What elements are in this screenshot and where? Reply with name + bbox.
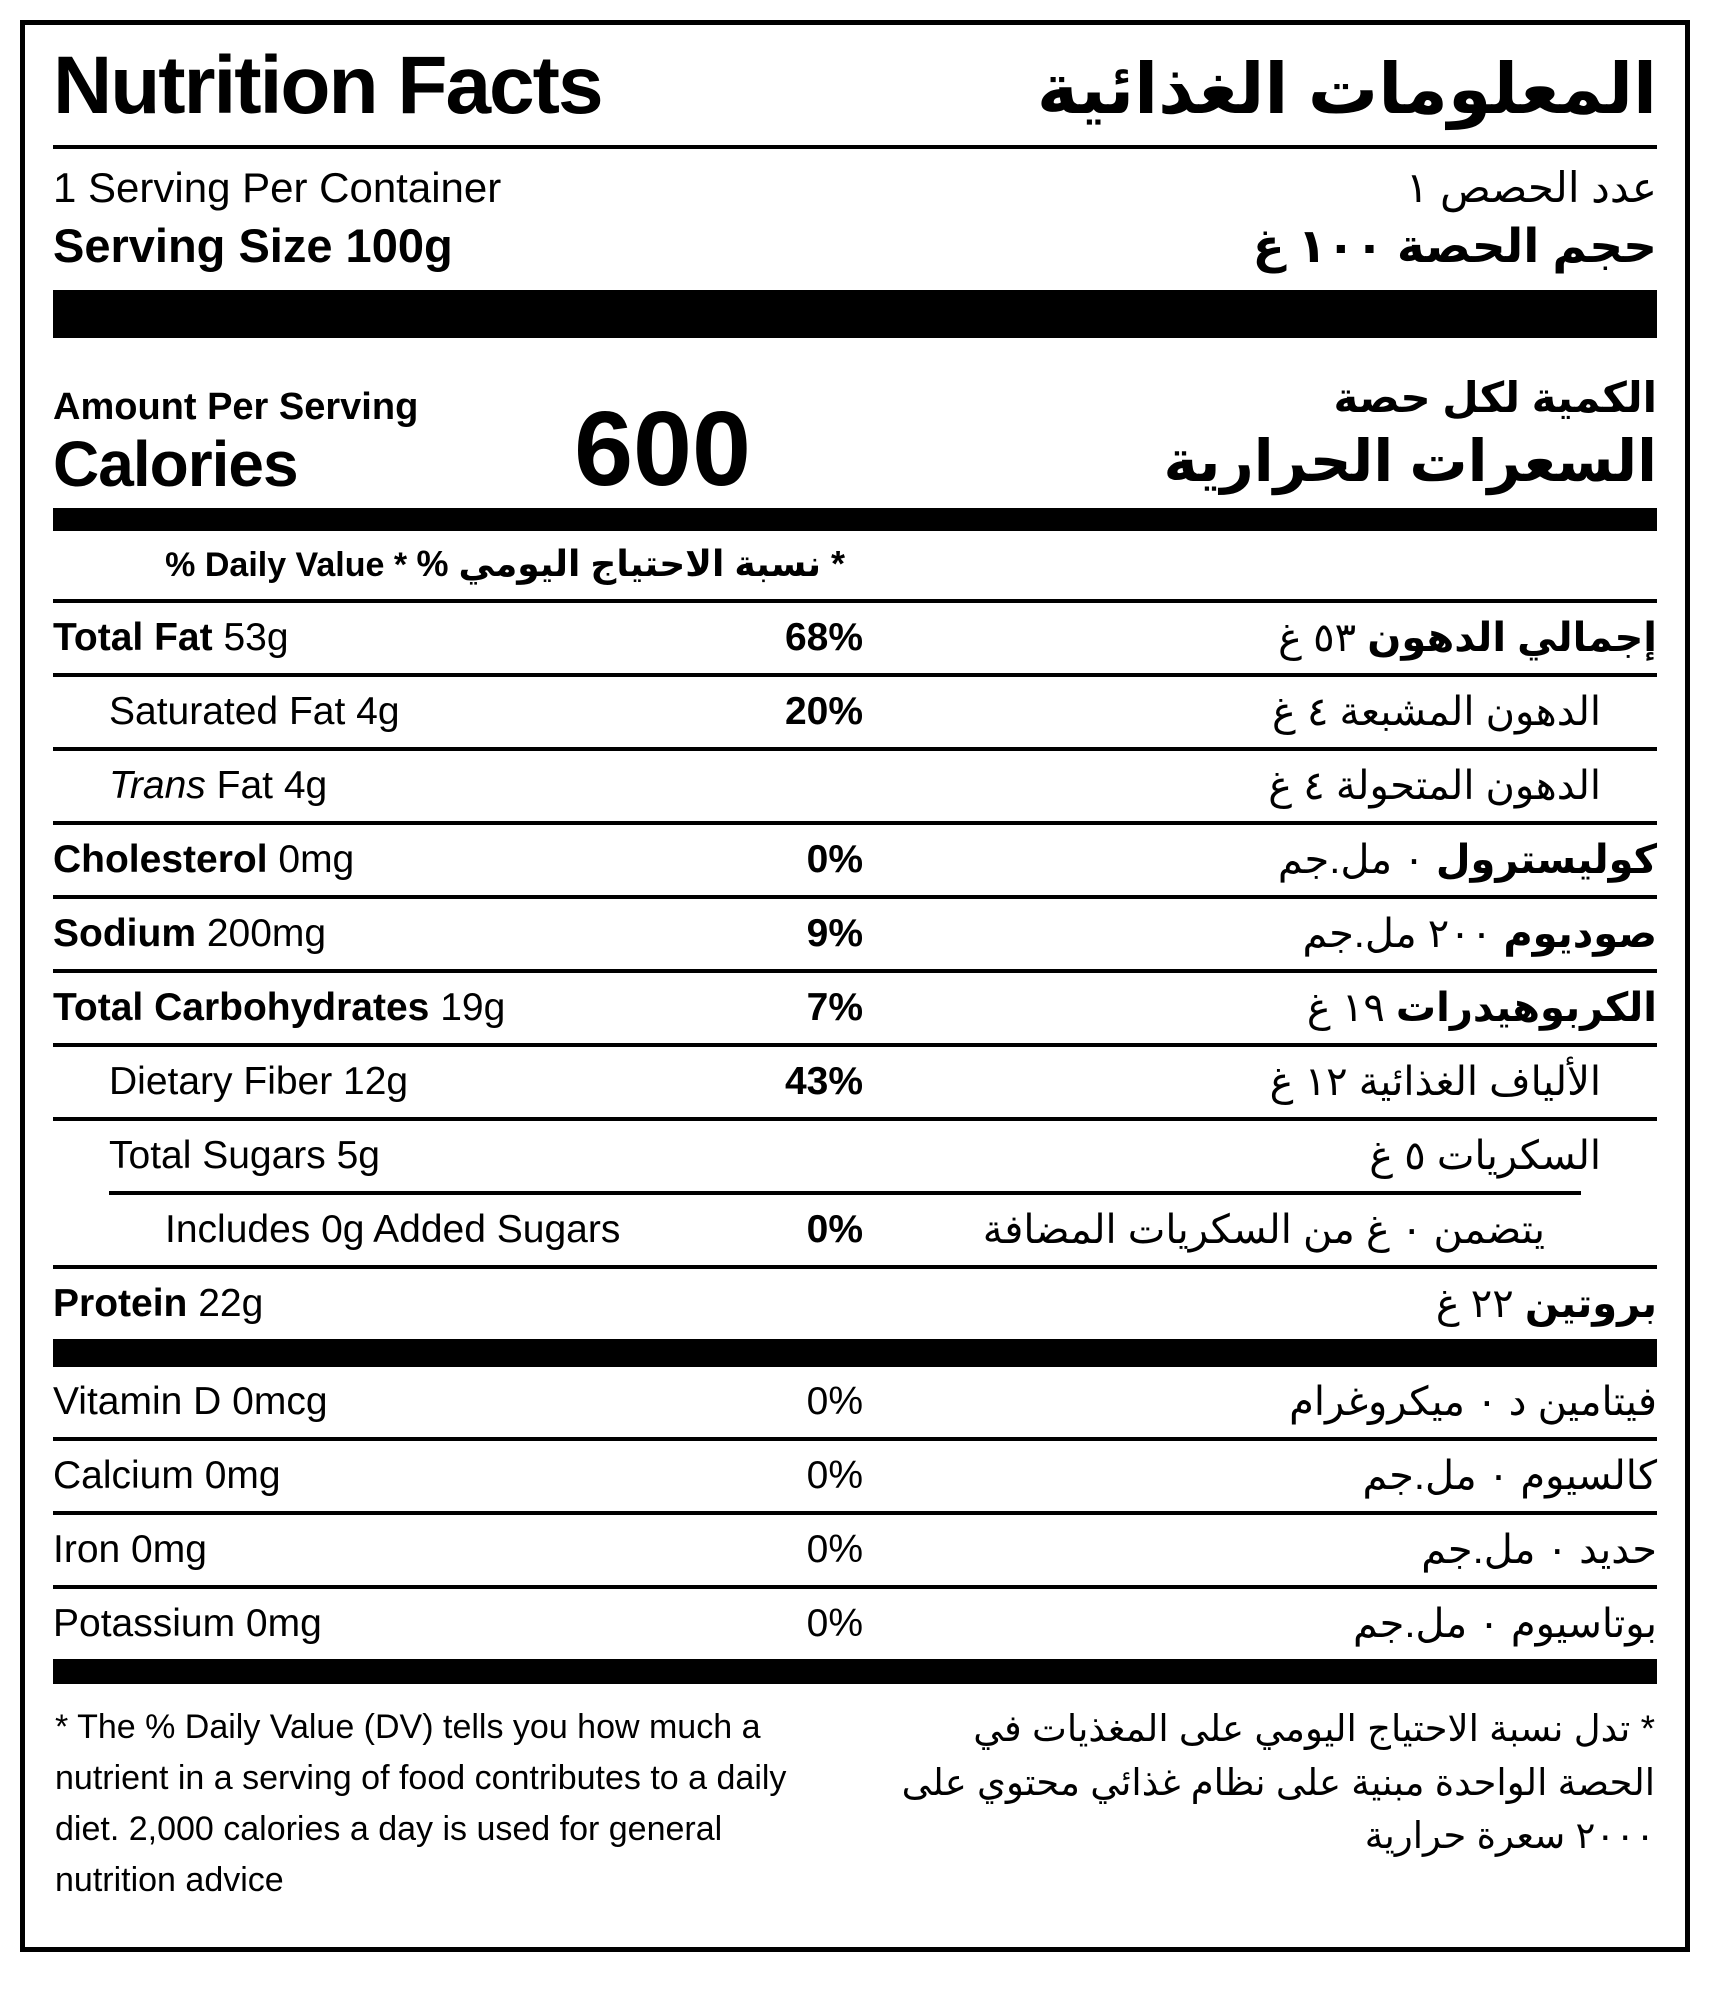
row-potassium bbox=[53, 1589, 1657, 1659]
daily-value-percent: 9% bbox=[806, 912, 863, 956]
nutrient-arabic: يتضمن ٠ غ من السكريات المضافة bbox=[982, 1208, 1545, 1253]
calories-separator-bar bbox=[53, 508, 1657, 531]
nutrient-english: Includes 0g Added Sugars bbox=[165, 1208, 621, 1252]
row-vitamin-d bbox=[53, 1367, 1657, 1441]
row-trans-fat bbox=[53, 751, 1657, 825]
daily-value-header bbox=[53, 543, 863, 585]
nutrient-english: Total Carbohydrates 19g bbox=[53, 986, 506, 1030]
nutrient-arabic: السكريات ٥ غ bbox=[1369, 1134, 1601, 1179]
row-total-fat bbox=[53, 603, 1657, 677]
nutrient-arabic: كوليسترول ٠ مل.جم bbox=[1277, 838, 1657, 883]
daily-value-percent: 0% bbox=[806, 1602, 863, 1646]
nutrient-arabic: صوديوم ٢٠٠ مل.جم bbox=[1302, 912, 1657, 957]
footnote-english: * The % Daily Value (DV) tells you how much a nutrient in a serving of food contributes to a daily diet. 2,000 calories a day is used for general nutrition advice bbox=[55, 1708, 787, 1900]
footnote-arabic: * تدل نسبة الاحتياج اليومي على المغذيات في الحصة الواحدة مبنية على نظام غذائي محتوي على ٢٠٠٠ سعرة حرارية bbox=[901, 1708, 1655, 1857]
nutrient-arabic: الألياف الغذائية ١٢ غ bbox=[1269, 1060, 1601, 1105]
label-title-row bbox=[53, 25, 1657, 145]
row-added-sugars bbox=[53, 1195, 1657, 1269]
calories-label-english: Calories bbox=[53, 428, 298, 500]
calories-label-arabic: السعرات الحرارية bbox=[1163, 428, 1657, 494]
daily-value-percent: 43% bbox=[784, 1060, 863, 1104]
nutrient-arabic: بوتاسيوم ٠ مل.جم bbox=[1352, 1602, 1657, 1647]
row-iron bbox=[53, 1515, 1657, 1589]
daily-value-percent: 0% bbox=[806, 1380, 863, 1424]
nutrient-arabic: فيتامين د ٠ ميكروغرام bbox=[1289, 1380, 1657, 1425]
nutrition-facts-label bbox=[20, 20, 1690, 1952]
calories-arabic-column bbox=[887, 371, 1657, 498]
nutrient-arabic: الدهون المتحولة ٤ غ bbox=[1268, 764, 1601, 809]
row-total-sugars bbox=[53, 1121, 1657, 1191]
row-protein bbox=[53, 1269, 1657, 1339]
calories-english-column bbox=[53, 384, 438, 499]
servings-per-container-row bbox=[53, 149, 1657, 214]
row-cholesterol bbox=[53, 825, 1657, 899]
calories-section bbox=[53, 338, 1657, 508]
daily-value-percent: 0% bbox=[806, 1454, 863, 1498]
daily-value-percent: 20% bbox=[784, 690, 863, 734]
nutrient-arabic: الدهون المشبعة ٤ غ bbox=[1271, 690, 1601, 735]
row-calcium bbox=[53, 1441, 1657, 1515]
title-arabic: المعلومات الغذائية bbox=[1036, 50, 1657, 128]
nutrient-english: Vitamin D 0mcg bbox=[53, 1380, 328, 1424]
nutrient-arabic: كالسيوم ٠ مل.جم bbox=[1362, 1454, 1657, 1499]
amount-per-serving-arabic: الكمية لكل حصة bbox=[1333, 374, 1657, 422]
nutrient-english: Saturated Fat 4g bbox=[109, 690, 400, 734]
daily-value-percent: 0% bbox=[806, 1528, 863, 1572]
nutrient-english: Cholesterol 0mg bbox=[53, 838, 355, 882]
row-saturated-fat bbox=[53, 677, 1657, 751]
serving-size-row bbox=[53, 214, 1657, 290]
protein-separator-bar bbox=[53, 1339, 1657, 1367]
serving-size-arabic: حجم الحصة ١٠٠ غ bbox=[1252, 219, 1657, 273]
row-dietary-fiber bbox=[53, 1047, 1657, 1121]
nutrient-english: Iron 0mg bbox=[53, 1528, 207, 1572]
row-sodium bbox=[53, 899, 1657, 973]
row-total-carbohydrates bbox=[53, 973, 1657, 1047]
daily-value-header-english: % Daily Value * bbox=[165, 546, 408, 585]
nutrient-arabic: إجمالي الدهون ٥٣ غ bbox=[1278, 616, 1657, 661]
nutrient-english: Protein 22g bbox=[53, 1282, 264, 1326]
calories-value: 600 bbox=[574, 389, 751, 508]
footnote-separator-bar bbox=[53, 1659, 1657, 1684]
nutrient-english: Total Sugars 5g bbox=[109, 1134, 381, 1178]
servings-arabic: عدد الحصص ١ bbox=[1405, 164, 1657, 212]
title-english: Nutrition Facts bbox=[53, 40, 602, 131]
nutrient-english: Potassium 0mg bbox=[53, 1602, 322, 1646]
servings-english: 1 Serving Per Container bbox=[53, 164, 502, 212]
daily-value-header-row bbox=[53, 531, 1657, 603]
nutrient-arabic: الكربوهيدرات ١٩ غ bbox=[1306, 986, 1657, 1031]
amount-per-serving-english: Amount Per Serving bbox=[53, 385, 419, 428]
daily-value-percent: 7% bbox=[806, 986, 863, 1030]
daily-value-percent: 0% bbox=[806, 838, 863, 882]
footnote-section bbox=[53, 1684, 1657, 1906]
thick-separator-bar bbox=[53, 290, 1657, 338]
daily-value-percent: 0% bbox=[806, 1208, 863, 1252]
nutrient-english: Calcium 0mg bbox=[53, 1454, 281, 1498]
daily-value-percent: 68% bbox=[784, 616, 863, 660]
serving-size-english: Serving Size 100g bbox=[53, 219, 453, 273]
daily-value-header-arabic: * نسبة الاحتياج اليومي % bbox=[416, 543, 846, 585]
nutrient-arabic: حديد ٠ مل.جم bbox=[1421, 1528, 1657, 1573]
nutrient-english: Trans Fat 4g bbox=[109, 764, 328, 808]
nutrient-english: Total Fat 53g bbox=[53, 616, 289, 660]
nutrient-arabic: بروتين ٢٢ غ bbox=[1435, 1282, 1657, 1327]
nutrient-english: Dietary Fiber 12g bbox=[109, 1060, 409, 1104]
nutrient-english: Sodium 200mg bbox=[53, 912, 327, 956]
